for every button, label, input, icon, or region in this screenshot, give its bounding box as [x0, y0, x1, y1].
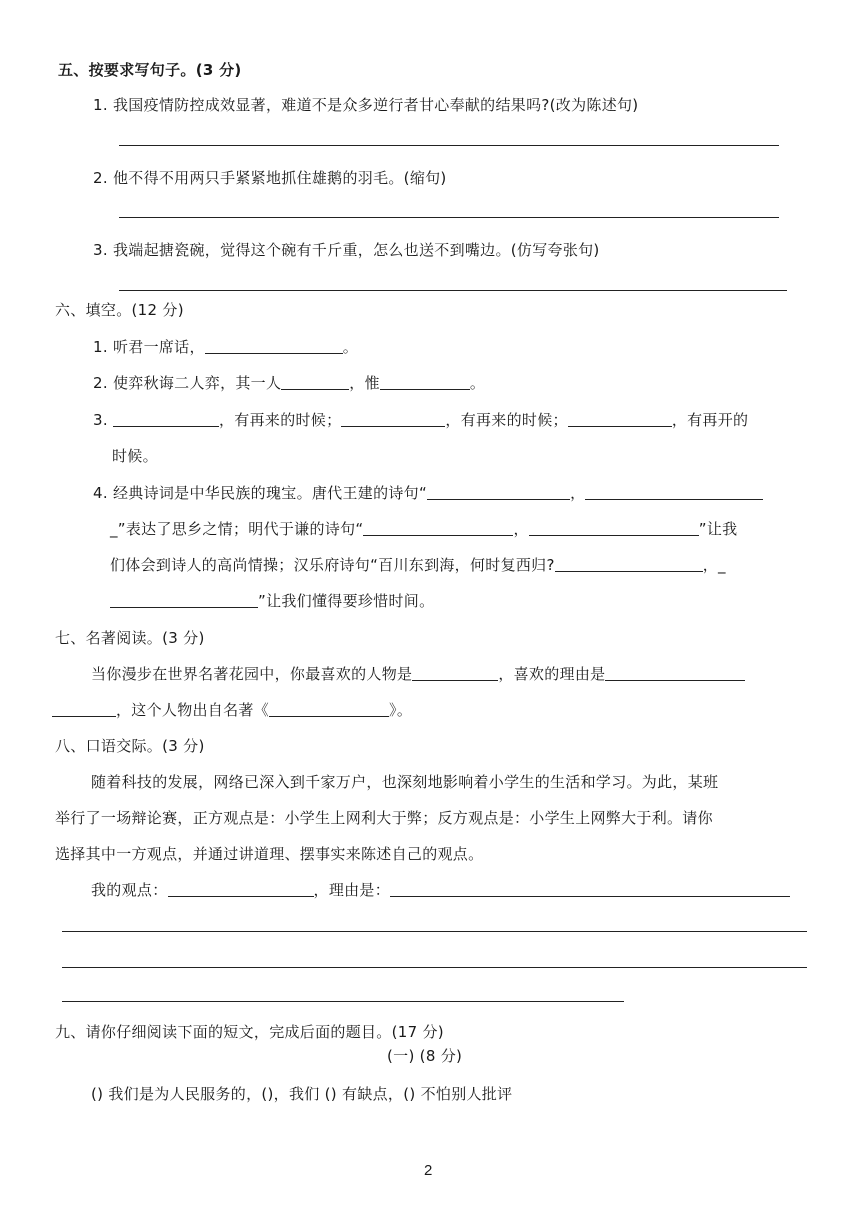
section-9-heading: 九、请你仔细阅读下面的短文，完成后面的题目。(17 分): [55, 1023, 444, 1041]
answer-line[interactable]: [119, 217, 779, 218]
answer-line[interactable]: [62, 967, 807, 968]
s8-paragraph-3: 选择其中一方观点，并通过讲道理、摆事实来陈述自己的观点。: [55, 845, 484, 863]
fill-blank[interactable]: [341, 410, 445, 427]
s8-paragraph-1: 随着科技的发展，网络已深入到千家万户，也深刻地影响着小学生的生活和学习。为此，某班: [91, 773, 719, 791]
s6-question-3: 3. ，有再来的时候； ，有再来的时候； ，有再开的: [93, 411, 749, 429]
s6-question-4-line4: ”让我们懂得要珍惜时间。: [110, 591, 434, 611]
fill-blank[interactable]: [363, 519, 513, 536]
s9-paragraph-1: () 我们是为人民服务的，()，我们 () 有缺点，() 不怕别人批评: [91, 1085, 513, 1103]
s6-question-1: 1. 听君一席话， 。: [93, 338, 359, 356]
fill-blank[interactable]: [529, 519, 699, 536]
s6-question-4-line3: 们体会到诗人的高尚情操；汉乐府诗句“百川东到海，何时复西归? ，_: [110, 556, 726, 574]
section-5-heading: 五、按要求写句子。(3 分): [58, 61, 242, 79]
s6-question-4-line2: _”表达了思乡之情；明代于谦的诗句“ ， ”让我: [110, 520, 738, 538]
fill-blank[interactable]: [585, 483, 763, 500]
fill-blank[interactable]: [281, 373, 349, 390]
fill-blank[interactable]: [168, 880, 314, 897]
fill-blank[interactable]: [113, 410, 219, 427]
fill-blank[interactable]: [110, 591, 258, 608]
s5-question-3: 3. 我端起搪瓷碗，觉得这个碗有千斤重，怎么也送不到嘴边。(仿写夸张句): [93, 241, 600, 259]
fill-blank[interactable]: [427, 483, 570, 500]
s5-question-2: 2. 他不得不用两只手紧紧地抓住雄鹅的羽毛。(缩句): [93, 169, 447, 187]
fill-blank[interactable]: [412, 664, 498, 681]
s8-my-view: 我的观点： ，理由是：: [91, 880, 790, 900]
fill-blank[interactable]: [380, 373, 470, 390]
fill-blank[interactable]: [205, 337, 343, 354]
s6-question-4: 4. 经典诗词是中华民族的瑰宝。唐代王建的诗句“ ，: [93, 483, 763, 503]
fill-blank[interactable]: [269, 700, 389, 717]
s9-subheading: (一) (8 分): [387, 1047, 463, 1065]
answer-line[interactable]: [62, 1001, 624, 1002]
s7-line-1: 当你漫步在世界名著花园中，你最喜欢的人物是 ，喜欢的理由是: [91, 664, 745, 684]
s8-paragraph-2: 举行了一场辩论赛，正方观点是：小学生上网利大于弊；反方观点是：小学生上网弊大于利。请你: [55, 809, 713, 827]
section-6-heading: 六、填空。(12 分): [55, 301, 184, 319]
answer-line[interactable]: [119, 145, 779, 146]
s5-question-1: 1. 我国疫情防控成效显著，难道不是众多逆行者甘心奉献的结果吗?(改为陈述句): [93, 96, 639, 114]
fill-blank[interactable]: [605, 664, 745, 681]
s6-question-3-cont: 时候。: [112, 447, 158, 465]
fill-blank[interactable]: [390, 880, 790, 897]
fill-blank[interactable]: [52, 700, 116, 717]
answer-line[interactable]: [119, 290, 787, 291]
fill-blank[interactable]: [568, 410, 672, 427]
section-7-heading: 七、名著阅读。(3 分): [55, 629, 205, 647]
fill-blank[interactable]: [555, 555, 703, 572]
section-8-heading: 八、口语交际。(3 分): [55, 737, 205, 755]
page-number: 2: [424, 1162, 433, 1179]
s7-line-2: ，这个人物出自名著《 》。: [52, 700, 412, 720]
answer-line[interactable]: [62, 931, 807, 932]
s6-question-2: 2. 使弈秋诲二人弈，其一人 ，惟 。: [93, 374, 486, 392]
